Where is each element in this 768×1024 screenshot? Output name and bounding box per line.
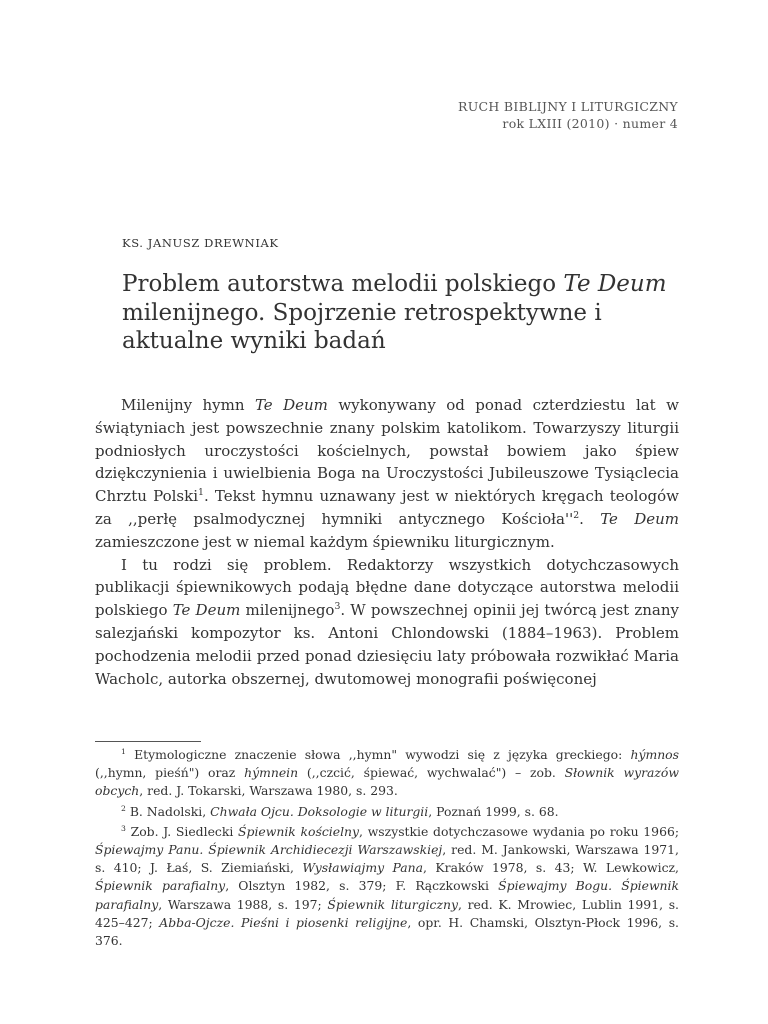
text: , Warszawa 1988, s. 197;: [158, 896, 328, 912]
text: (,,hymn, pieśń") oraz: [95, 765, 245, 781]
text: I tu rodzi się problem. Redaktorzy wszystkich dotychczasowych publikacji śpiewnikowych podają błędne dane dotyczące autorstwa melodii polskiego: [95, 555, 679, 620]
footnote-2: [95, 803, 679, 821]
title-italic: Te Deum: [563, 271, 667, 297]
text: , Kraków 1978, s. 43; W. Lewkowicz,: [423, 860, 679, 876]
text: B. Nadolski,: [125, 803, 211, 819]
article-title: [122, 270, 682, 356]
italic-text: Abba-Ojcze. Pieśni i piosenki religijne: [159, 914, 408, 930]
title-text-end: milenijnego. Spojrzenie retrospektywne i aktualne wyniki badań: [122, 299, 602, 354]
footnote-number: 3: [121, 823, 126, 833]
journal-issue: rok LXIII (2010) · numer 4: [502, 116, 678, 131]
italic-text: Te Deum: [172, 601, 241, 620]
italic-text: Te Deum: [254, 396, 328, 414]
italic-text: Te Deum: [600, 509, 679, 528]
text: , red. M. Jankowski, Warszawa 1971, s. 410; J. Łaś, S. Ziemiański,: [95, 842, 679, 876]
journal-name: RUCH BIBLIJNY I LITURGICZNY: [457, 99, 678, 114]
footnote-ref: 2: [573, 509, 580, 521]
text: milenijnego: [240, 601, 335, 620]
italic-text: Słownik wyrazów obcych: [95, 765, 679, 799]
italic-text: Śpiewnik kościelny: [238, 823, 360, 839]
text: (,,czcić, śpiewać, wychwalać") – zob.: [298, 765, 565, 781]
text: zamieszczone jest w niemal każdym śpiewniku liturgicznym.: [95, 532, 555, 551]
italic-text: hýmnos: [630, 747, 679, 762]
paragraph-2: [95, 554, 679, 691]
footnote-ref: 1: [198, 487, 204, 499]
text: , red. J. Tokarski, Warszawa 1980, s. 293.: [139, 783, 398, 799]
footnote-number: 2: [121, 803, 126, 813]
text: , Olsztyn 1982, s. 379; F. Rączkowski: [225, 878, 499, 894]
italic-text: Śpiewnik liturgiczny: [327, 896, 458, 912]
footnotes: [95, 746, 679, 952]
author-name: KS. JANUSZ DREWNIAK: [122, 236, 279, 250]
text: , wszystkie dotychczasowe wydania po roku 1966;: [359, 823, 680, 839]
paragraph-1: [95, 394, 679, 554]
text: . W powszechnej opinii jej twórcą jest znany salezjański kompozytor ks. Antoni Chlondowski (1884–1963). Problem pochodzenia melodii przed ponad dziesięciu laty próbowała rozwikłać Maria Wacholc, autorka obszernej, dwutomowej monografii poświęconej: [95, 601, 679, 688]
journal-header: [458, 98, 678, 132]
footnote-3: [95, 823, 679, 950]
text: , red. K. Mrowiec, Lublin 1991, s. 425–427;: [95, 896, 679, 930]
article-body: [95, 394, 679, 690]
italic-text: Śpiewajmy Panu. Śpiewnik Archidiecezji Warszawskiej: [95, 842, 443, 858]
footnote-ref: 3: [334, 601, 341, 613]
italic-text: Śpiewnik parafialny: [95, 878, 226, 894]
italic-text: Śpiewajmy Bogu. Śpiewnik parafialny: [95, 878, 680, 912]
footnote-number: 1: [121, 746, 126, 756]
text: .: [579, 509, 601, 528]
italic-text: Wysławiajmy Pana: [302, 860, 424, 876]
title-text: Problem autorstwa melodii polskiego: [122, 271, 564, 297]
italic-text: Chwała Ojcu. Doksologie w liturgii: [210, 803, 429, 819]
text: Etymologiczne znaczenie słowa ,,hymn" wywodzi się z języka greckiego:: [125, 747, 631, 762]
text: , opr. H. Chamski, Olsztyn-Płock 1996, s. 376.: [95, 914, 679, 949]
footnote-1: [95, 746, 679, 801]
text: . Tekst hymnu uznawany jest w niektórych kręgach teologów za ,,perłę psalmodycznej hymniki antycznego Kościoła'': [95, 487, 679, 528]
text: Milenijny hymn: [121, 396, 255, 414]
text: , Poznań 1999, s. 68.: [428, 803, 559, 819]
text: wykonywany od ponad czterdziestu lat w świątyniach jest powszechnie znany polskim katolikom. Towarzyszy liturgii podniosłych uroczystości kościelnych, powstał bowiem jako śpiew dziękczynienia i uwielbienia Boga na Uroczystości Jubileuszowe Tysiąclecia Chrztu Polski: [95, 396, 679, 506]
italic-text: hýmnein: [244, 765, 299, 781]
footnote-divider: [95, 741, 201, 742]
text: Zob. J. Siedlecki: [125, 823, 239, 839]
